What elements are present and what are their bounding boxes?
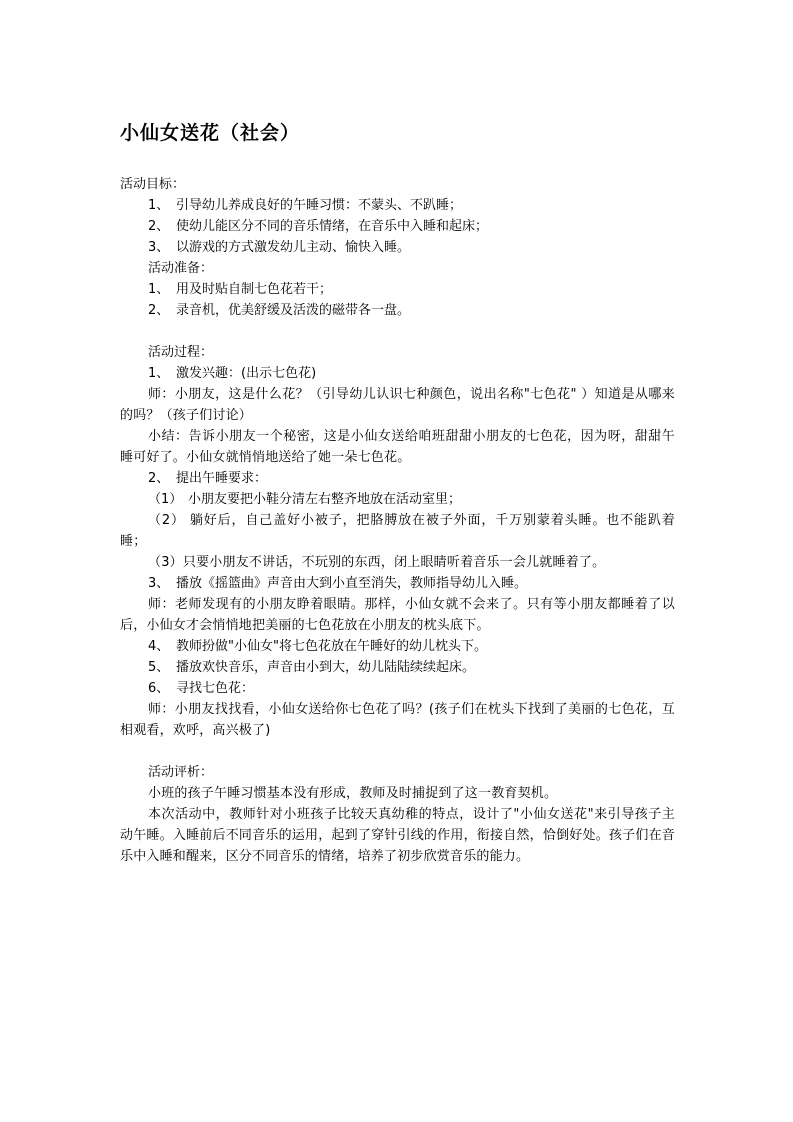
step-num: 2、 <box>148 471 170 486</box>
step-text: 激发兴趣：(出示七色花) <box>176 366 317 381</box>
step-1-teacher-paragraph: 师：小朋友，这是什么花？（引导幼儿认识七种颜色，说出名称"七色花" ）知道是从哪来的吗？（孩子们讨论） <box>120 387 675 423</box>
requirement-num: （1） <box>148 492 183 507</box>
document-body <box>120 118 675 867</box>
prep-text: 录音机，优美舒缓及活泼的磁带各一盘。 <box>176 303 411 318</box>
step-1-summary-paragraph: 小结：告诉小朋友一个秘密，这是小仙女送给咱班甜甜小朋友的七色花，因为呀，甜甜午睡可好了。小仙女就悄悄地送给了她一朵七色花。 <box>120 429 675 465</box>
step-text: 教师扮做"小仙女"将七色花放在午睡好的幼儿枕头下。 <box>176 639 487 654</box>
prep-heading: 活动准备： <box>148 261 214 276</box>
goal-text: 引导幼儿养成良好的午睡习惯：不蒙头、不趴睡； <box>176 198 463 213</box>
step-text: 播放欢快音乐，声音由小到大，幼儿陆陆续续起床。 <box>176 660 476 675</box>
process-step-1 <box>120 363 675 384</box>
step-6-teacher-paragraph: 师：小朋友找找看，小仙女送给你七色花了吗？(孩子们在枕头下找到了美丽的七色花，互相观看，欢呼，高兴极了) <box>120 702 675 738</box>
step-num: 4、 <box>148 639 170 654</box>
prep-num: 1、 <box>148 282 170 297</box>
review-paragraph-2: 本次活动中，教师针对小班孩子比较天真幼稚的特点，设计了"小仙女送花"来引导孩子主动午睡。入睡前后不同音乐的运用，起到了穿针引线的作用，衔接自然，恰倒好处。孩子们在音乐中入睡和醒来，区分不同音乐的情绪，培养了初步欣赏音乐的能力。 <box>120 807 675 864</box>
step-num: 1、 <box>148 366 170 381</box>
step-text: 寻找七色花： <box>176 681 255 696</box>
step-text: 播放《摇篮曲》声音由大到小直至消失，教师指导幼儿入睡。 <box>176 576 528 591</box>
process-step-2 <box>120 468 675 489</box>
goal-num: 2、 <box>148 219 170 234</box>
process-step-3 <box>120 573 675 594</box>
process-step-5 <box>120 657 675 678</box>
goal-item-3 <box>120 237 675 258</box>
goal-num: 3、 <box>148 240 170 255</box>
step-3-teacher-paragraph: 师：老师发现有的小朋友睁着眼睛。那样，小仙女就不会来了。只有等小朋友都睡着了以后，小仙女才会悄悄地把美丽的七色花放在小朋友的枕头底下。 <box>120 597 675 633</box>
requirement-3: （3）只要小朋友不讲话，不玩别的东西，闭上眼睛听着音乐一会儿就睡着了。 <box>148 555 606 570</box>
spacer <box>120 741 675 762</box>
review-paragraph-1: 小班的孩子午睡习惯基本没有形成，教师及时捕捉到了这一教育契机。 <box>148 786 558 801</box>
review-heading: 活动评析： <box>148 765 214 780</box>
process-step-6 <box>120 678 675 699</box>
prep-item-1 <box>120 279 675 300</box>
goal-num: 1、 <box>148 198 170 213</box>
prep-num: 2、 <box>148 303 170 318</box>
process-heading: 活动过程： <box>148 345 214 360</box>
step-num: 6、 <box>148 681 170 696</box>
step-num: 5、 <box>148 660 170 675</box>
prep-text: 用及时贴自制七色花若干； <box>176 282 333 297</box>
requirement-1 <box>120 489 675 510</box>
requirement-text: 躺好后，自己盖好小被子，把胳膊放在被子外面，千万别蒙着头睡。也不能趴着睡； <box>120 513 675 549</box>
spacer <box>120 321 675 342</box>
step-text: 提出午睡要求： <box>176 471 268 486</box>
goal-text: 使幼儿能区分不同的音乐情绪，在音乐中入睡和起床； <box>176 219 489 234</box>
goals-heading: 活动目标： <box>120 177 186 192</box>
requirement-2 <box>120 510 675 552</box>
goal-text: 以游戏的方式激发幼儿主动、愉快入睡。 <box>176 240 411 255</box>
goal-item-2 <box>120 216 675 237</box>
requirement-text: 小朋友要把小鞋分清左右整齐地放在活动室里； <box>188 492 462 507</box>
requirement-num: （2） <box>148 513 185 528</box>
step-num: 3、 <box>148 576 170 591</box>
prep-item-2 <box>120 300 675 321</box>
process-step-4 <box>120 636 675 657</box>
goal-item-1 <box>120 195 675 216</box>
document-title: 小仙女送花（社会） <box>120 122 301 144</box>
